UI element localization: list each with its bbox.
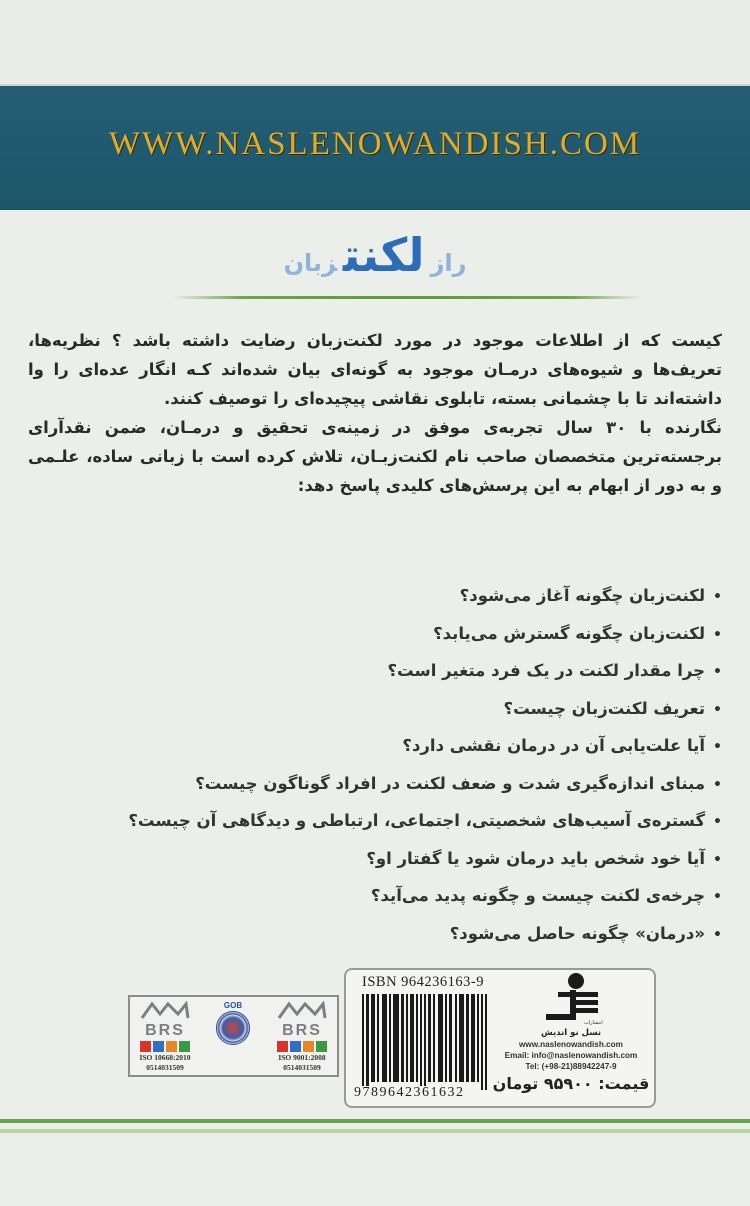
bullet-icon: • (713, 626, 722, 643)
gob-seal: GOB (208, 1001, 258, 1067)
title-suffix: زبان (283, 249, 337, 277)
barcode-icon (360, 994, 488, 1090)
bullet-icon: • (713, 851, 722, 868)
question-item: •چرخه‌ی لکنت چیست و چگونه پدید می‌آید؟ (82, 878, 722, 916)
publisher-email: Email: info@naslenowandish.com (504, 1051, 638, 1060)
website-url: WWW.NASLENOWANDISH.COM (108, 126, 642, 162)
bullet-icon: • (713, 701, 722, 718)
bullet-icon: • (713, 664, 722, 680)
brs-roof-icon (277, 1001, 327, 1019)
publisher-info (490, 972, 652, 1093)
questions-list (82, 578, 722, 953)
publisher-tel: Tel: (+98-21)88942247-9 (525, 1062, 617, 1071)
bullet-icon: • (713, 926, 722, 943)
bullet-icon: • (713, 739, 722, 755)
brs-logo-left: BRS ISO 10668:2010 0514031509 (136, 1001, 194, 1072)
publisher-logo-icon (536, 972, 606, 1028)
brs-roof-icon (140, 1001, 190, 1019)
bottom-divider-light (0, 1129, 750, 1133)
price: قیمت: ۹۵۹۰۰ تومان (492, 1074, 650, 1093)
question-item: •تعریف لکنت‌زبان چیست؟ (82, 691, 722, 729)
question-item: •گستره‌ی آسیب‌های شخصیتی، اجتماعی، ارتباطی و دیدگاهی آن چیست؟ (82, 803, 722, 841)
brs-logo-right: BRS ISO 9001:2008 0514031509 (273, 1001, 331, 1072)
certification-box (128, 995, 339, 1077)
isbn-label: ISBN 964236163-9 (362, 974, 484, 990)
top-margin (0, 0, 750, 84)
bullet-icon: • (713, 776, 722, 793)
gob-seal-icon (216, 1011, 250, 1045)
brs-color-squares (273, 1041, 331, 1052)
book-title (0, 228, 750, 282)
question-item: •لکنت‌زبان چگونه آغاز می‌شود؟ (82, 578, 722, 616)
question-item: •آیا علت‌یابی آن در درمان نقشی دارد؟ (82, 728, 722, 766)
svg-text:انتشارات: انتشارات (584, 1020, 603, 1026)
barcode-number: 9789642361632 (354, 1085, 465, 1100)
intro-text (28, 326, 722, 500)
intro-paragraph-2: نگارنده با ۳۰ سال تجربه‌ی موفق در زمینه‌ی تحقیق و درمـان، ضمن نقدآرای برجسته‌ترین متخصصان صاحب نام لکنت‌زبـان، تلاش کرده است با زبانی ساده، علـمی و به دور از ابهام به این پرسش‌های کلیدی پاسخ دهد: (28, 418, 722, 495)
bottom-divider-dark (0, 1119, 750, 1123)
isbn-price-box (344, 968, 656, 1108)
intro-paragraph-1: کیست که از اطلاعات موجود در مورد لکنت‌زبان رضایت داشته باشد ؟ نظریه‌ها، تعریف‌ها و شیوه‌های درمـان موجود به گونه‌ای بیان شده‌اند کـه انگار عده‌ای را وا داشته‌اند تا با چشمانی بسته، تابلوی نقاشی پیچیده‌ای را توصیف کنند. (28, 331, 722, 408)
bullet-icon: • (713, 589, 722, 605)
bullet-icon: • (713, 889, 722, 905)
question-item: •چرا مقدار لکنت در یک فرد متغیر است؟ (82, 653, 722, 691)
question-item: •لکنت‌زبان چگونه گسترش می‌یابد؟ (82, 616, 722, 654)
brs-color-squares (136, 1041, 194, 1052)
question-item: •«درمان» چگونه حاصل می‌شود؟ (82, 916, 722, 954)
publisher-name: نسل نو اندیش (540, 1028, 602, 1038)
question-item: •مبنای اندازه‌گیری شدت و ضعف لکنت در افراد گوناگون چیست؟ (82, 766, 722, 804)
question-item: •آیا خود شخص باید درمان شود یا گفتار او؟ (82, 841, 722, 879)
title-divider (172, 296, 642, 299)
publisher-website: www.naslenowandish.com (519, 1040, 623, 1049)
website-banner (0, 84, 750, 210)
title-main: لکنت (343, 228, 425, 282)
publisher-logo (490, 972, 652, 1028)
bullet-icon: • (713, 814, 722, 830)
title-prefix: راز (430, 249, 467, 277)
